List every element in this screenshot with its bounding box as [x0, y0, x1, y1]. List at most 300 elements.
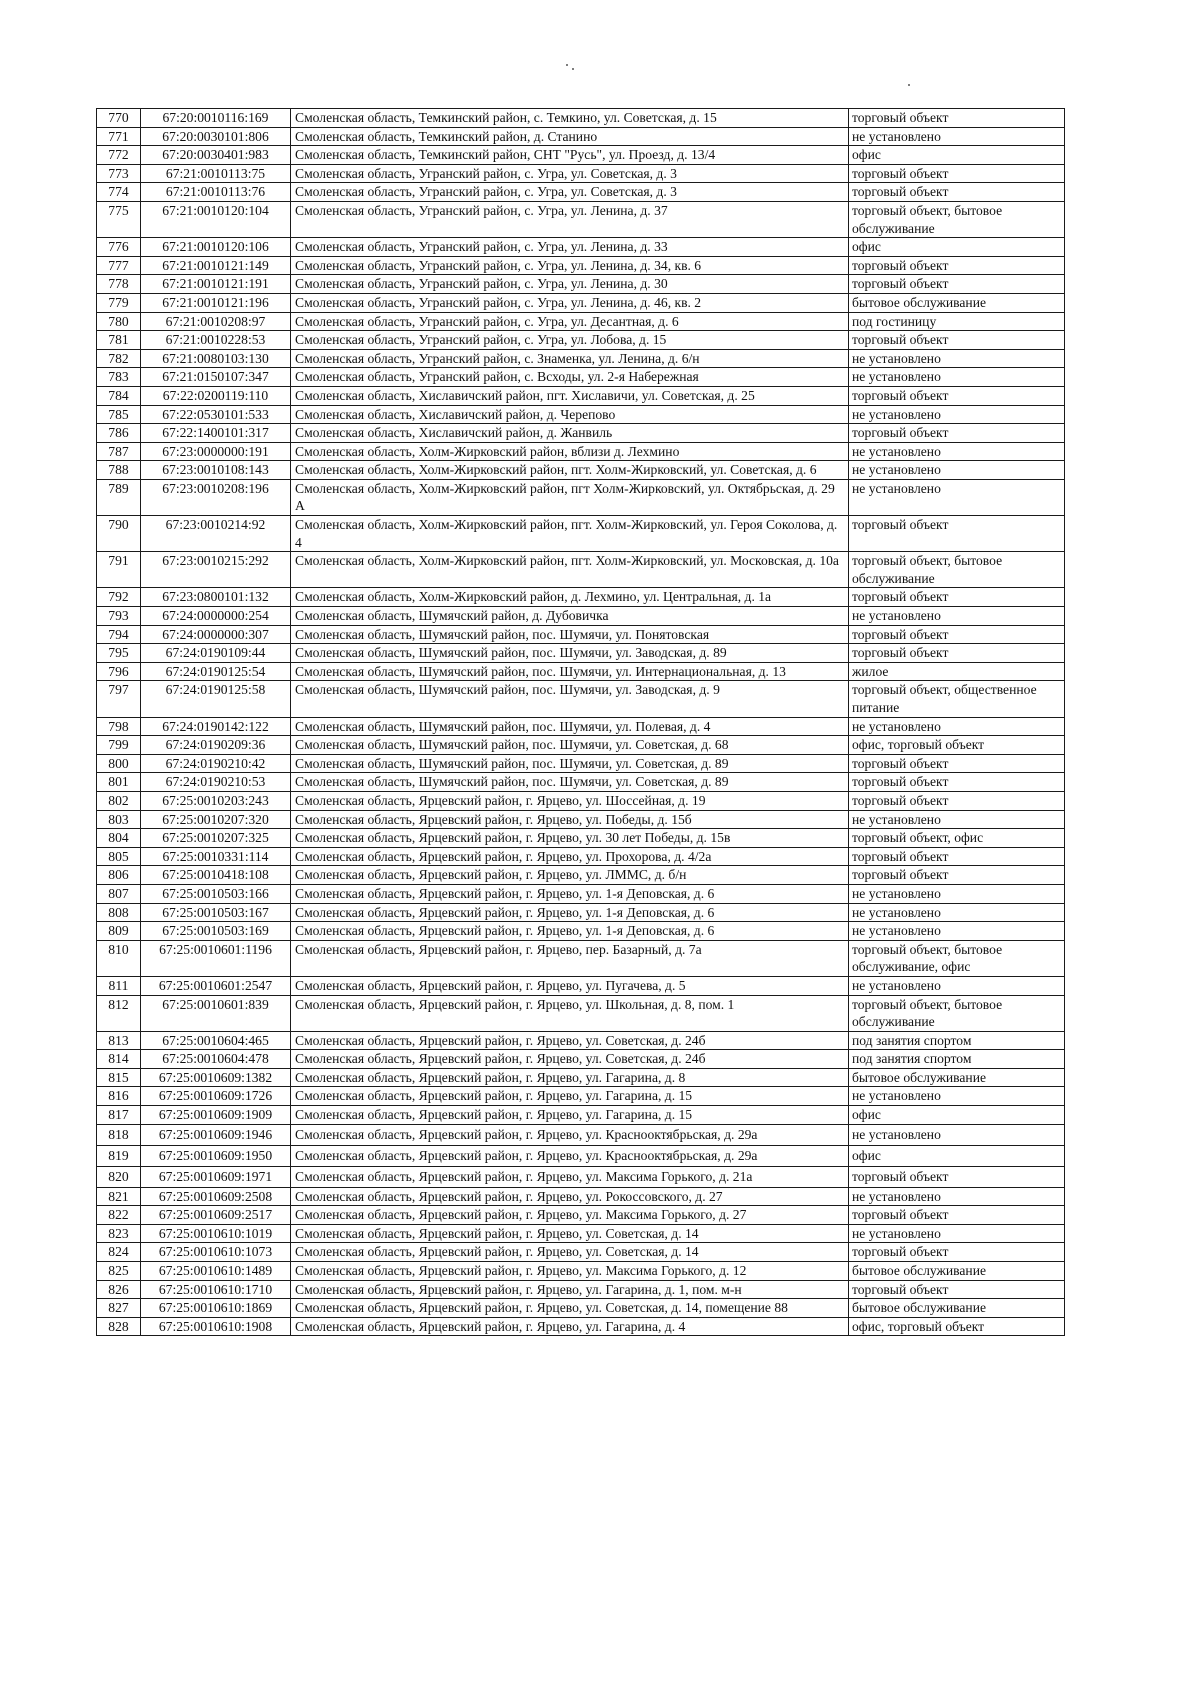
table-row [97, 754, 1065, 773]
table-row [97, 293, 1065, 312]
usage-type: торговый объект [849, 588, 1065, 607]
table-row [97, 1317, 1065, 1336]
address: Смоленская область, Ярцевский район, г. Ярцево, ул. Гагарина, д. 1, пом. м-н [291, 1280, 849, 1299]
address: Смоленская область, Шумячский район, пос. Шумячи, ул. Интернациональная, д. 13 [291, 662, 849, 681]
table-row [97, 1299, 1065, 1318]
address: Смоленская область, Ярцевский район, г. Ярцево, ул. 30 лет Победы, д. 15в [291, 829, 849, 848]
usage-type: не установлено [849, 1087, 1065, 1106]
table-row [97, 1224, 1065, 1243]
table-row [97, 368, 1065, 387]
address: Смоленская область, Холм-Жирковский район, пгт. Холм-Жирковский, ул. Героя Соколова, д. 4 [291, 516, 849, 552]
cadastral-number: 67:25:0010610:1489 [141, 1262, 291, 1281]
usage-type: офис [849, 1145, 1065, 1166]
scan-speck [566, 64, 568, 66]
usage-type: торговый объект [849, 1280, 1065, 1299]
cadastral-number: 67:25:0010503:169 [141, 922, 291, 941]
table-row [97, 1187, 1065, 1206]
table-row [97, 884, 1065, 903]
table-row [97, 1166, 1065, 1187]
address: Смоленская область, Угранский район, с. Угра, ул. Советская, д. 3 [291, 183, 849, 202]
usage-type: не установлено [849, 461, 1065, 480]
usage-type: жилое [849, 662, 1065, 681]
address: Смоленская область, Ярцевский район, г. Ярцево, ул. 1-я Деповская, д. 6 [291, 884, 849, 903]
row-number: 771 [97, 127, 141, 146]
address: Смоленская область, Хиславичский район, д. Жанвиль [291, 424, 849, 443]
address: Смоленская область, Ярцевский район, г. Ярцево, ул. 1-я Деповская, д. 6 [291, 903, 849, 922]
table-row [97, 607, 1065, 626]
cadastral-number: 67:21:0010120:106 [141, 238, 291, 257]
scan-speck [572, 68, 574, 70]
table-row [97, 331, 1065, 350]
cadastral-number: 67:21:0080103:130 [141, 349, 291, 368]
row-number: 788 [97, 461, 141, 480]
address: Смоленская область, Ярцевский район, г. Ярцево, ул. ЛММС, д. б/н [291, 866, 849, 885]
address: Смоленская область, Угранский район, с. Угра, ул. Десантная, д. 6 [291, 312, 849, 331]
table-row [97, 146, 1065, 165]
cadastral-number: 67:25:0010601:839 [141, 995, 291, 1031]
table-row [97, 1243, 1065, 1262]
row-number: 777 [97, 256, 141, 275]
row-number: 773 [97, 164, 141, 183]
row-number: 828 [97, 1317, 141, 1336]
cadastral-number: 67:21:0010121:191 [141, 275, 291, 294]
address: Смоленская область, Ярцевский район, г. Ярцево, ул. Советская, д. 24б [291, 1050, 849, 1069]
usage-type: офис, торговый объект [849, 1317, 1065, 1336]
table-row [97, 644, 1065, 663]
address: Смоленская область, Шумячский район, д. Дубовичка [291, 607, 849, 626]
address: Смоленская область, Шумячский район, пос. Шумячи, ул. Советская, д. 68 [291, 736, 849, 755]
table-row [97, 625, 1065, 644]
row-number: 826 [97, 1280, 141, 1299]
cadastral-number: 67:23:0010108:143 [141, 461, 291, 480]
row-number: 793 [97, 607, 141, 626]
usage-type: не установлено [849, 1224, 1065, 1243]
address: Смоленская область, Темкинский район, СНТ "Русь", ул. Проезд, д. 13/4 [291, 146, 849, 165]
usage-type: не установлено [849, 479, 1065, 515]
row-number: 774 [97, 183, 141, 202]
usage-type: не установлено [849, 1124, 1065, 1145]
address: Смоленская область, Угранский район, с. Угра, ул. Ленина, д. 33 [291, 238, 849, 257]
usage-type: торговый объект [849, 109, 1065, 128]
usage-type: не установлено [849, 405, 1065, 424]
address: Смоленская область, Шумячский район, пос. Шумячи, ул. Полевая, д. 4 [291, 717, 849, 736]
address: Смоленская область, Угранский район, с. Угра, ул. Советская, д. 3 [291, 164, 849, 183]
address: Смоленская область, Ярцевский район, г. Ярцево, ул. Гагарина, д. 15 [291, 1087, 849, 1106]
cadastral-number: 67:25:0010604:478 [141, 1050, 291, 1069]
cadastral-number: 67:25:0010207:325 [141, 829, 291, 848]
address: Смоленская область, Угранский район, с. Угра, ул. Ленина, д. 30 [291, 275, 849, 294]
cadastral-number: 67:25:0010609:1909 [141, 1106, 291, 1125]
row-number: 802 [97, 791, 141, 810]
table-row [97, 1068, 1065, 1087]
usage-type: торговый объект [849, 331, 1065, 350]
cadastral-number: 67:20:0030101:806 [141, 127, 291, 146]
usage-type: торговый объект, бытовое обслуживание [849, 995, 1065, 1031]
row-number: 814 [97, 1050, 141, 1069]
address: Смоленская область, Ярцевский район, г. Ярцево, ул. Школьная, д. 8, пом. 1 [291, 995, 849, 1031]
address: Смоленская область, Ярцевский район, г. Ярцево, ул. Гагарина, д. 15 [291, 1106, 849, 1125]
table-row [97, 866, 1065, 885]
table-row [97, 461, 1065, 480]
address: Смоленская область, Шумячский район, пос. Шумячи, ул. Советская, д. 89 [291, 754, 849, 773]
row-number: 792 [97, 588, 141, 607]
cadastral-number: 67:25:0010207:320 [141, 810, 291, 829]
row-number: 805 [97, 847, 141, 866]
cadastral-number: 67:25:0010610:1869 [141, 1299, 291, 1318]
table-row [97, 995, 1065, 1031]
row-number: 800 [97, 754, 141, 773]
row-number: 786 [97, 424, 141, 443]
table-row [97, 201, 1065, 237]
usage-type: бытовое обслуживание [849, 1068, 1065, 1087]
address: Смоленская область, Холм-Жирковский район, вблизи д. Лехмино [291, 442, 849, 461]
table-row [97, 552, 1065, 588]
row-number: 779 [97, 293, 141, 312]
cadastral-number: 67:25:0010609:2517 [141, 1206, 291, 1225]
table-row [97, 516, 1065, 552]
cadastral-number: 67:21:0010208:97 [141, 312, 291, 331]
table-row [97, 424, 1065, 443]
address: Смоленская область, Холм-Жирковский район, пгт. Холм-Жирковский, ул. Советская, д. 6 [291, 461, 849, 480]
scan-speck [908, 84, 910, 86]
cadastral-number: 67:25:0010609:1950 [141, 1145, 291, 1166]
cadastral-number: 67:25:0010610:1019 [141, 1224, 291, 1243]
cadastral-number: 67:21:0010121:149 [141, 256, 291, 275]
cadastral-number: 67:24:0190142:122 [141, 717, 291, 736]
row-number: 798 [97, 717, 141, 736]
cadastral-number: 67:24:0190209:36 [141, 736, 291, 755]
usage-type: торговый объект [849, 424, 1065, 443]
usage-type: торговый объект [849, 773, 1065, 792]
row-number: 778 [97, 275, 141, 294]
usage-type: торговый объект [849, 866, 1065, 885]
cadastral-number: 67:23:0010215:292 [141, 552, 291, 588]
usage-type: торговый объект [849, 1166, 1065, 1187]
row-number: 772 [97, 146, 141, 165]
table-row [97, 238, 1065, 257]
cadastral-number: 67:24:0190210:42 [141, 754, 291, 773]
table-row [97, 922, 1065, 941]
usage-type: торговый объект, бытовое обслуживание [849, 552, 1065, 588]
address: Смоленская область, Ярцевский район, г. Ярцево, ул. Максима Горького, д. 12 [291, 1262, 849, 1281]
table-row [97, 109, 1065, 128]
usage-type: торговый объект [849, 516, 1065, 552]
cadastral-number: 67:25:0010609:1946 [141, 1124, 291, 1145]
cadastral-number: 67:25:0010610:1710 [141, 1280, 291, 1299]
address: Смоленская область, Ярцевский район, г. Ярцево, ул. 1-я Деповская, д. 6 [291, 922, 849, 941]
table-row [97, 976, 1065, 995]
row-number: 781 [97, 331, 141, 350]
cadastral-number: 67:21:0010120:104 [141, 201, 291, 237]
cadastral-number: 67:25:0010609:1382 [141, 1068, 291, 1087]
usage-type: торговый объект [849, 386, 1065, 405]
usage-type: не установлено [849, 368, 1065, 387]
cadastral-number: 67:21:0010113:76 [141, 183, 291, 202]
cadastral-number: 67:25:0010610:1073 [141, 1243, 291, 1262]
cadastral-number: 67:24:0190125:58 [141, 681, 291, 717]
usage-type: под занятия спортом [849, 1050, 1065, 1069]
row-number: 796 [97, 662, 141, 681]
cadastral-number: 67:24:0190109:44 [141, 644, 291, 663]
row-number: 789 [97, 479, 141, 515]
address: Смоленская область, Угранский район, с. Знаменка, ул. Ленина, д. 6/н [291, 349, 849, 368]
usage-type: офис [849, 1106, 1065, 1125]
row-number: 801 [97, 773, 141, 792]
cadastral-number: 67:25:0010503:167 [141, 903, 291, 922]
cadastral-number: 67:25:0010609:1971 [141, 1166, 291, 1187]
table-row [97, 662, 1065, 681]
address: Смоленская область, Угранский район, с. Угра, ул. Ленина, д. 34, кв. 6 [291, 256, 849, 275]
row-number: 816 [97, 1087, 141, 1106]
usage-type: не установлено [849, 884, 1065, 903]
cadastral-number: 67:24:0000000:307 [141, 625, 291, 644]
usage-type: под гостиницу [849, 312, 1065, 331]
table-row [97, 1262, 1065, 1281]
table-row [97, 1106, 1065, 1125]
usage-type: торговый объект, бытовое обслуживание [849, 201, 1065, 237]
table-row [97, 1280, 1065, 1299]
cadastral-number: 67:23:0010208:196 [141, 479, 291, 515]
usage-type: торговый объект [849, 625, 1065, 644]
cadastral-number: 67:25:0010418:108 [141, 866, 291, 885]
table-row [97, 275, 1065, 294]
usage-type: торговый объект [849, 791, 1065, 810]
row-number: 791 [97, 552, 141, 588]
table-row [97, 903, 1065, 922]
usage-type: не установлено [849, 349, 1065, 368]
address: Смоленская область, Ярцевский район, г. Ярцево, пер. Базарный, д. 7а [291, 940, 849, 976]
address: Смоленская область, Ярцевский район, г. Ярцево, ул. Прохорова, д. 4/2а [291, 847, 849, 866]
cadastral-number: 67:25:0010601:1196 [141, 940, 291, 976]
address: Смоленская область, Ярцевский район, г. Ярцево, ул. Краснооктябрьская, д. 29а [291, 1124, 849, 1145]
table-row [97, 1206, 1065, 1225]
address: Смоленская область, Угранский район, с. Всходы, ул. 2-я Набережная [291, 368, 849, 387]
address: Смоленская область, Угранский район, с. Угра, ул. Лобова, д. 15 [291, 331, 849, 350]
address: Смоленская область, Ярцевский район, г. Ярцево, ул. Советская, д. 14, помещение 88 [291, 1299, 849, 1318]
table-row [97, 312, 1065, 331]
cadastral-number: 67:25:0010610:1908 [141, 1317, 291, 1336]
usage-type: не установлено [849, 810, 1065, 829]
row-number: 794 [97, 625, 141, 644]
row-number: 790 [97, 516, 141, 552]
address: Смоленская область, Холм-Жирковский район, пгт Холм-Жирковский, ул. Октябрьская, д. 29 А [291, 479, 849, 515]
address: Смоленская область, Темкинский район, д. Станино [291, 127, 849, 146]
row-number: 808 [97, 903, 141, 922]
cadastral-number: 67:24:0190125:54 [141, 662, 291, 681]
address: Смоленская область, Ярцевский район, г. Ярцево, ул. Советская, д. 14 [291, 1224, 849, 1243]
cadastral-number: 67:23:0010214:92 [141, 516, 291, 552]
usage-type: не установлено [849, 717, 1065, 736]
table-row [97, 442, 1065, 461]
cadastral-number: 67:25:0010604:465 [141, 1031, 291, 1050]
cadastral-number: 67:22:0200119:110 [141, 386, 291, 405]
table-row [97, 479, 1065, 515]
address: Смоленская область, Ярцевский район, г. Ярцево, ул. Рокоссовского, д. 27 [291, 1187, 849, 1206]
row-number: 811 [97, 976, 141, 995]
usage-type: торговый объект [849, 275, 1065, 294]
table-row [97, 349, 1065, 368]
row-number: 813 [97, 1031, 141, 1050]
row-number: 795 [97, 644, 141, 663]
row-number: 787 [97, 442, 141, 461]
usage-type: бытовое обслуживание [849, 1299, 1065, 1318]
usage-type: торговый объект [849, 754, 1065, 773]
row-number: 799 [97, 736, 141, 755]
table-row [97, 1087, 1065, 1106]
cadastral-number: 67:24:0000000:254 [141, 607, 291, 626]
table-row [97, 588, 1065, 607]
row-number: 817 [97, 1106, 141, 1125]
address: Смоленская область, Ярцевский район, г. Ярцево, ул. Шоссейная, д. 19 [291, 791, 849, 810]
row-number: 815 [97, 1068, 141, 1087]
cadastral-number: 67:21:0150107:347 [141, 368, 291, 387]
usage-type: не установлено [849, 903, 1065, 922]
address: Смоленская область, Ярцевский район, г. Ярцево, ул. Максима Горького, д. 21а [291, 1166, 849, 1187]
table-row [97, 405, 1065, 424]
table-row [97, 1031, 1065, 1050]
table-row [97, 681, 1065, 717]
table-row [97, 164, 1065, 183]
usage-type: офис [849, 238, 1065, 257]
row-number: 810 [97, 940, 141, 976]
usage-type: не установлено [849, 607, 1065, 626]
address: Смоленская область, Шумячский район, пос. Шумячи, ул. Заводская, д. 89 [291, 644, 849, 663]
table-row [97, 736, 1065, 755]
table-row [97, 1050, 1065, 1069]
row-number: 807 [97, 884, 141, 903]
usage-type: торговый объект [849, 183, 1065, 202]
row-number: 822 [97, 1206, 141, 1225]
row-number: 806 [97, 866, 141, 885]
usage-type: офис [849, 146, 1065, 165]
usage-type: офис, торговый объект [849, 736, 1065, 755]
address: Смоленская область, Угранский район, с. Угра, ул. Ленина, д. 46, кв. 2 [291, 293, 849, 312]
usage-type: торговый объект [849, 847, 1065, 866]
row-number: 809 [97, 922, 141, 941]
cadastral-number: 67:23:0000000:191 [141, 442, 291, 461]
cadastral-number: 67:25:0010609:1726 [141, 1087, 291, 1106]
table-row [97, 386, 1065, 405]
address: Смоленская область, Темкинский район, с. Темкино, ул. Советская, д. 15 [291, 109, 849, 128]
usage-type: не установлено [849, 442, 1065, 461]
usage-type: торговый объект, общественное питание [849, 681, 1065, 717]
usage-type: не установлено [849, 922, 1065, 941]
cadastral-number: 67:21:0010113:75 [141, 164, 291, 183]
row-number: 819 [97, 1145, 141, 1166]
row-number: 803 [97, 810, 141, 829]
cadastral-number: 67:22:0530101:533 [141, 405, 291, 424]
address: Смоленская область, Ярцевский район, г. Ярцево, ул. Гагарина, д. 8 [291, 1068, 849, 1087]
address: Смоленская область, Ярцевский район, г. Ярцево, ул. Советская, д. 14 [291, 1243, 849, 1262]
address: Смоленская область, Холм-Жирковский район, пгт. Холм-Жирковский, ул. Московская, д. 10а [291, 552, 849, 588]
row-number: 782 [97, 349, 141, 368]
row-number: 823 [97, 1224, 141, 1243]
row-number: 780 [97, 312, 141, 331]
usage-type: не установлено [849, 976, 1065, 995]
table-row [97, 791, 1065, 810]
table-row [97, 717, 1065, 736]
address: Смоленская область, Ярцевский район, г. Ярцево, ул. Победы, д. 15б [291, 810, 849, 829]
row-number: 827 [97, 1299, 141, 1318]
row-number: 824 [97, 1243, 141, 1262]
cadastral-number: 67:23:0800101:132 [141, 588, 291, 607]
cadastral-number: 67:21:0010121:196 [141, 293, 291, 312]
address: Смоленская область, Ярцевский район, г. Ярцево, ул. Краснооктябрьская, д. 29а [291, 1145, 849, 1166]
cadastral-number: 67:20:0010116:169 [141, 109, 291, 128]
table-row [97, 940, 1065, 976]
address: Смоленская область, Холм-Жирковский район, д. Лехмино, ул. Центральная, д. 1а [291, 588, 849, 607]
row-number: 783 [97, 368, 141, 387]
address: Смоленская область, Шумячский район, пос. Шумячи, ул. Заводская, д. 9 [291, 681, 849, 717]
row-number: 804 [97, 829, 141, 848]
usage-type: не установлено [849, 1187, 1065, 1206]
usage-type: торговый объект [849, 644, 1065, 663]
usage-type: торговый объект [849, 1243, 1065, 1262]
usage-type: торговый объект [849, 256, 1065, 275]
cadastral-number: 67:24:0190210:53 [141, 773, 291, 792]
row-number: 825 [97, 1262, 141, 1281]
registry-table [96, 108, 1065, 1336]
usage-type: торговый объект, бытовое обслуживание, офис [849, 940, 1065, 976]
cadastral-number: 67:25:0010503:166 [141, 884, 291, 903]
table-row [97, 256, 1065, 275]
row-number: 770 [97, 109, 141, 128]
address: Смоленская область, Хиславичский район, пгт. Хиславичи, ул. Советская, д. 25 [291, 386, 849, 405]
usage-type: торговый объект [849, 1206, 1065, 1225]
usage-type: не установлено [849, 127, 1065, 146]
cadastral-number: 67:20:0030401:983 [141, 146, 291, 165]
address: Смоленская область, Ярцевский район, г. Ярцево, ул. Гагарина, д. 4 [291, 1317, 849, 1336]
table-row [97, 1145, 1065, 1166]
address: Смоленская область, Шумячский район, пос. Шумячи, ул. Советская, д. 89 [291, 773, 849, 792]
cadastral-number: 67:25:0010331:114 [141, 847, 291, 866]
usage-type: бытовое обслуживание [849, 1262, 1065, 1281]
address: Смоленская область, Ярцевский район, г. Ярцево, ул. Советская, д. 24б [291, 1031, 849, 1050]
table-row [97, 127, 1065, 146]
table-row [97, 1124, 1065, 1145]
cadastral-number: 67:21:0010228:53 [141, 331, 291, 350]
address: Смоленская область, Угранский район, с. Угра, ул. Ленина, д. 37 [291, 201, 849, 237]
usage-type: бытовое обслуживание [849, 293, 1065, 312]
row-number: 775 [97, 201, 141, 237]
row-number: 776 [97, 238, 141, 257]
table-row [97, 183, 1065, 202]
address: Смоленская область, Ярцевский район, г. Ярцево, ул. Пугачева, д. 5 [291, 976, 849, 995]
usage-type: под занятия спортом [849, 1031, 1065, 1050]
row-number: 818 [97, 1124, 141, 1145]
registry-table-body [97, 109, 1065, 1336]
cadastral-number: 67:22:1400101:317 [141, 424, 291, 443]
row-number: 820 [97, 1166, 141, 1187]
cadastral-number: 67:25:0010601:2547 [141, 976, 291, 995]
table-row [97, 773, 1065, 792]
address: Смоленская область, Шумячский район, пос. Шумячи, ул. Понятовская [291, 625, 849, 644]
row-number: 784 [97, 386, 141, 405]
row-number: 812 [97, 995, 141, 1031]
table-row [97, 810, 1065, 829]
usage-type: торговый объект, офис [849, 829, 1065, 848]
table-row [97, 847, 1065, 866]
row-number: 821 [97, 1187, 141, 1206]
row-number: 797 [97, 681, 141, 717]
cadastral-number: 67:25:0010609:2508 [141, 1187, 291, 1206]
address: Смоленская область, Хиславичский район, д. Черепово [291, 405, 849, 424]
address: Смоленская область, Ярцевский район, г. Ярцево, ул. Максима Горького, д. 27 [291, 1206, 849, 1225]
cadastral-number: 67:25:0010203:243 [141, 791, 291, 810]
table-row [97, 829, 1065, 848]
usage-type: торговый объект [849, 164, 1065, 183]
row-number: 785 [97, 405, 141, 424]
